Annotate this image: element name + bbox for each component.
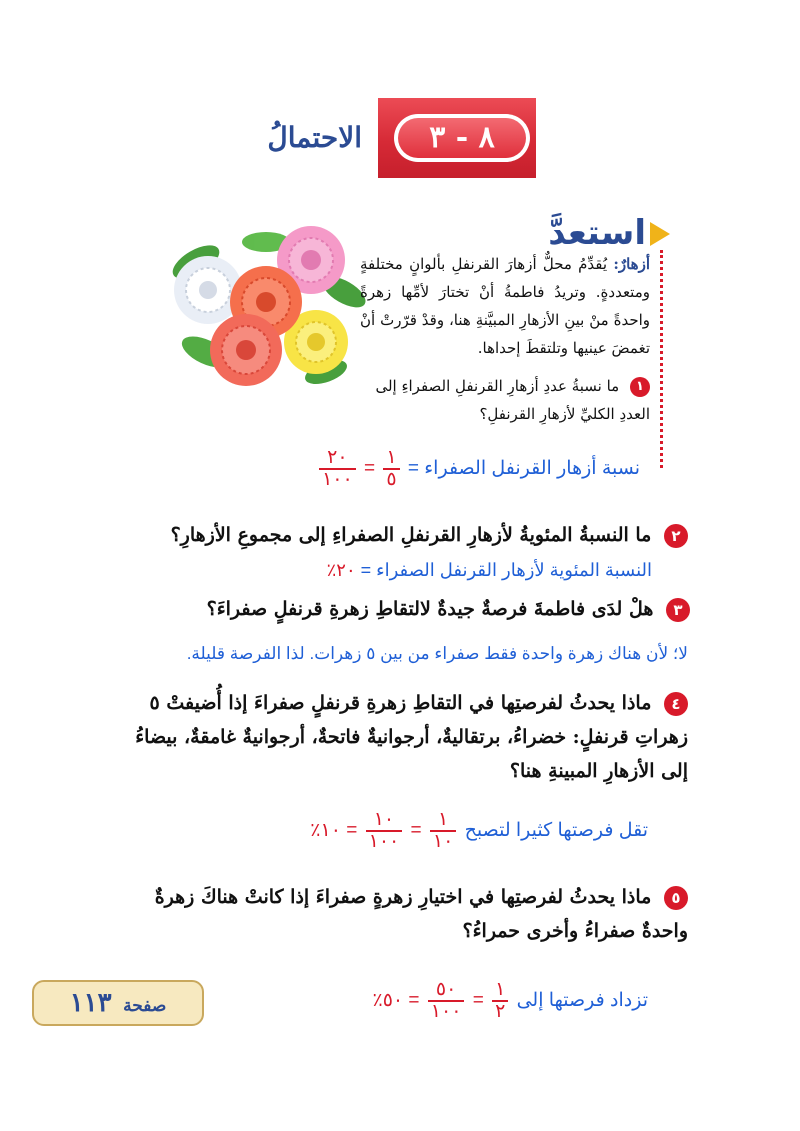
answer-value: ١٠٪ [310, 819, 341, 841]
answer-value: ٢٠٪ [326, 560, 356, 580]
intro-text: يُقدِّمُ محلٌّ أزهارَ القرنفلِ بألوانٍ مختلفةٍ ومتعددةٍ. وتريدُ فاطمةُ أنْ تختارَ لأمِّها زهرةً واحدةً منْ بينِ الأزهارِ المبيَّنةِ هنا، وقدْ قرّرتْ أنْ تغمضَ عينيها وتلتقطَ إحداها. [360, 255, 650, 357]
question-1 [360, 372, 650, 428]
question-text: هلْ لدَى فاطمةَ فرصةٌ جيدةٌ لالتقاطِ زهرةِ قرنفلٍ صفراءَ؟ [206, 598, 654, 620]
fraction-one-tenth [430, 810, 456, 852]
question-text: ما نسبةُ عددِ أزهارِ القرنفلِ الصفراءِ إلى العددِ الكليِّ لأزهارِ القرنفلِ؟ [375, 377, 650, 423]
equals-sign: = [472, 989, 484, 1011]
answer-1 [316, 448, 640, 490]
answer-value: ٥٠٪ [372, 989, 404, 1011]
question-number: ٤ [664, 692, 688, 716]
answer-text: تزداد فرصتها إلى [516, 989, 648, 1011]
fraction-numerator: ١ [492, 980, 508, 1002]
fraction-twenty-hundred [319, 448, 356, 490]
equals-sign: = [410, 819, 422, 841]
fraction-denominator: ٥ [386, 468, 397, 490]
question-4 [128, 686, 688, 788]
question-number: ٣ [666, 598, 690, 622]
intro-paragraph [360, 250, 650, 362]
fraction-denominator: ١٠٠ [322, 468, 353, 490]
answer-4 [310, 810, 648, 852]
fraction-numerator: ١٠ [366, 810, 403, 832]
fraction-denominator: ١٠٠ [430, 1000, 462, 1022]
page-label: صفحة [123, 996, 167, 1016]
intro-label: أزهارٌ: [613, 255, 650, 273]
answer-5 [372, 980, 648, 1022]
fraction-numerator: ٢٠ [319, 448, 356, 470]
question-number: ٥ [664, 886, 688, 910]
answer-text: تقل فرصتها كثيرا لتصبح [464, 819, 648, 841]
question-5 [128, 880, 688, 948]
fraction-numerator: ٥٠ [428, 980, 465, 1002]
fraction-numerator: ١ [430, 810, 456, 832]
question-2 [88, 518, 688, 552]
page-number-box [32, 980, 204, 1026]
question-text: ما النسبةُ المئويةُ لأزهارِ القرنفلِ الصفراءِ إلى مجموعِ الأزهارِ؟ [170, 524, 652, 546]
fraction-ten-hundred [366, 810, 403, 852]
red-carnation [210, 314, 282, 386]
question-text: ماذا يحدثُ لفرصتِها في التقاطِ زهرةِ قرنفلٍ صفراءَ إذا أُضيفتْ ٥ زهراتِ قرنفلٍ: خضراءُ، برتقاليةٌ، أرجوانيةٌ فاتحةٌ، أرجوانيةٌ غامقةٌ، بيضاءُ إلى الأزهارِ المبينةِ هنا؟ [135, 692, 688, 782]
page-number: ١١٣ [69, 988, 112, 1018]
fraction-one-fifth [383, 448, 399, 490]
lesson-title: الاحتمالُ [267, 121, 362, 154]
white-carnation [174, 256, 242, 324]
lesson-number: ٨ - ٣ [398, 118, 526, 158]
fraction-denominator: ١٠٠ [368, 830, 400, 852]
play-arrow-icon [650, 222, 670, 246]
fraction-numerator: ١ [383, 448, 399, 470]
equals-sign: = [346, 819, 358, 841]
answer-3: لا؛ لأن هناك زهرة واحدة فقط صفراء من بين ٥ زهرات. لذا الفرصة قليلة. [186, 644, 688, 663]
answer-2 [327, 560, 652, 581]
answer-text: نسبة أزهار القرنفل الصفراء = [407, 457, 640, 479]
question-number: ٢ [664, 524, 688, 548]
fraction-fifty-hundred [428, 980, 465, 1022]
equals-sign: = [363, 457, 376, 479]
question-number: ١ [630, 377, 650, 397]
fraction-denominator: ٢ [495, 1000, 506, 1022]
question-text: ماذا يحدثُ لفرصتِها في اختيارِ زهرةٍ صفراءَ إذا كانتْ هناكَ زهرةٌ واحدةٌ صفراءُ وأخرى حمراءُ؟ [154, 886, 688, 942]
answer-text: النسبة المئوية لأزهار القرنفل الصفراء = [360, 560, 652, 580]
dotted-rule [660, 250, 663, 468]
equals-sign: = [408, 989, 420, 1011]
carnations-image [166, 222, 366, 392]
fraction-denominator: ١٠ [432, 830, 454, 852]
fraction-one-half [492, 980, 508, 1022]
explore-heading: استعدَّ [548, 213, 646, 253]
question-3 [90, 592, 690, 626]
